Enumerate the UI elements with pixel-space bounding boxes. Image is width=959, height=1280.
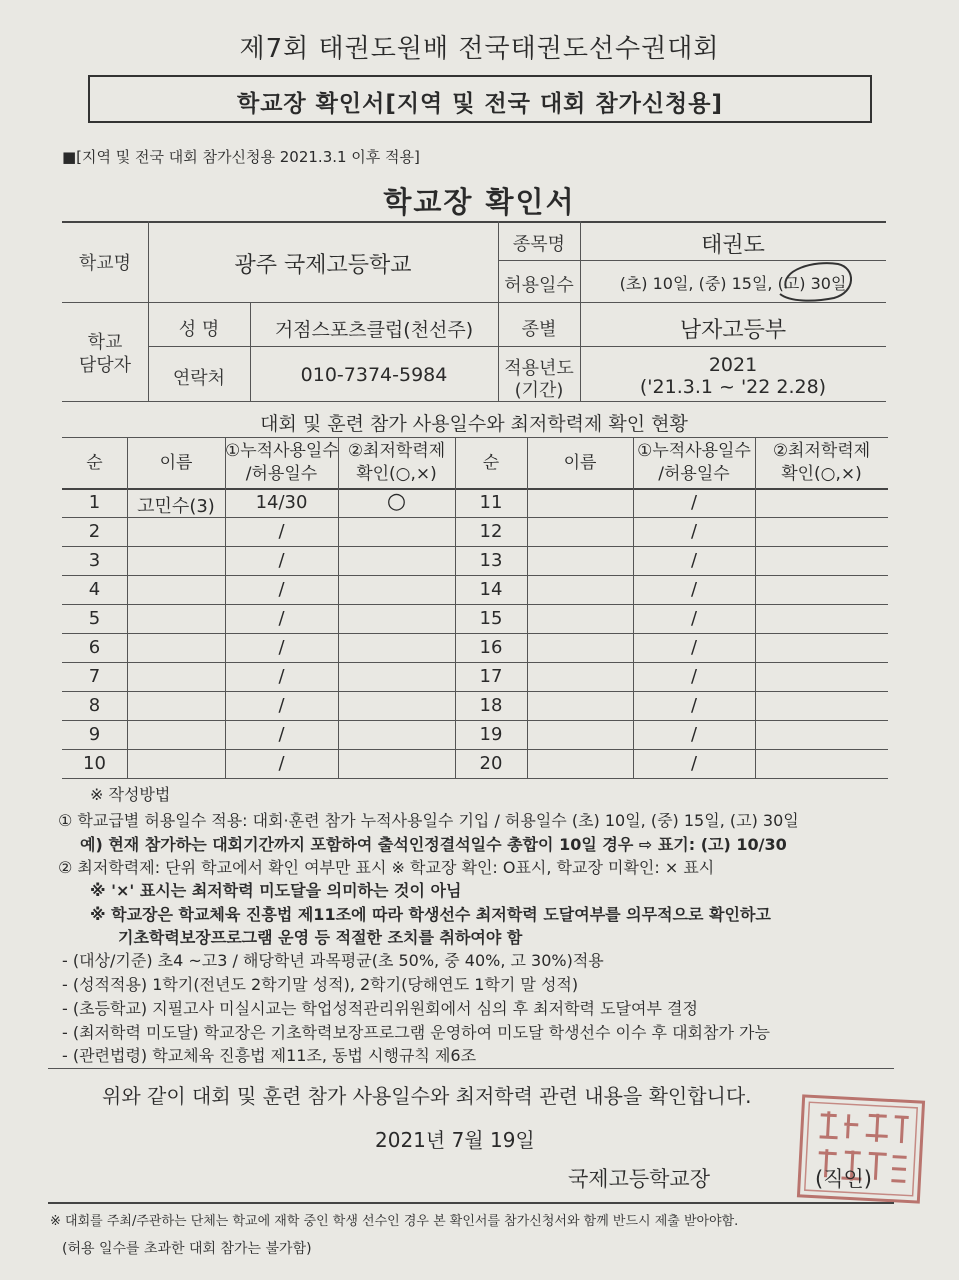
manager-label-2: 담당자	[78, 355, 132, 376]
row-no: 17	[479, 666, 503, 687]
row-no: 20	[479, 753, 503, 774]
note-item: - (대상/기준) 초4 ~고3 / 해당학년 과목평균(초 50%, 중 40%, 고 30%)적용	[62, 951, 604, 970]
note-item: ① 학교급별 허용일수 적용: 대회·훈련 참가 누적사용일수 기입 / 허용일수 (초) 10일, (중) 15일, (고) 30일	[58, 811, 799, 830]
row-days: /	[690, 579, 698, 600]
row-no: 10	[83, 753, 106, 774]
note-item: - (최저학력 미도달) 학교장은 기초학력보장프로그램 운영하여 미도달 학생선수 이수 후 대회참가 가능	[62, 1023, 770, 1042]
header-days-2-left: /허용일수	[245, 464, 318, 484]
row-days: /	[690, 521, 698, 542]
row-days: /	[690, 724, 698, 745]
contact-label: 연락처	[172, 368, 226, 389]
note-item: ② 최저학력제: 단위 학교에서 확인 여부만 표시 ※ 학교장 확인: O표시, 학교장 미확인: × 표시	[58, 858, 715, 877]
apply-year-label-1: 적용년도	[504, 358, 574, 379]
category-value: 남자고등부	[679, 318, 787, 343]
row-acad-circle: ○	[386, 489, 407, 514]
confirmation-statement: 위와 같이 대회 및 훈련 참가 사용일수와 최저학력 관련 내용을 확인합니다.	[102, 1084, 752, 1108]
school-name: 광주 국제고등학교	[234, 253, 412, 278]
event-title: 제7회 태권도원배 전국태권도선수권대회	[239, 34, 720, 64]
footer-divider	[48, 1202, 894, 1204]
apply-year-value: 2021	[708, 354, 758, 376]
seal-label: (직인)	[815, 1167, 872, 1191]
note-item: 예) 현재 참가하는 대회기간까지 포함하여 출석인정결석일수 총합이 10일 경우 ⇨ 표기: (고) 10/30	[80, 835, 787, 854]
row-days: /	[278, 521, 285, 542]
row-no: 15	[479, 608, 503, 629]
row-no: 11	[479, 492, 503, 513]
header-acad-2-left: 확인(○,×)	[356, 464, 437, 484]
apply-year-label-2: (기간)	[514, 380, 564, 401]
row-days: 14/30	[255, 492, 308, 513]
category-label: 종별	[521, 319, 557, 340]
note-item: ※ 학교장은 학교체육 진흥법 제11조에 따라 학생선수 최저학력 도달여부를 의무적으로 확인하고	[90, 905, 771, 924]
row-days: /	[278, 695, 285, 716]
document-title: 학교장 확인서	[383, 185, 576, 219]
row-days: /	[278, 579, 285, 600]
row-days: /	[690, 695, 698, 716]
row-days: /	[278, 724, 285, 745]
note-item: - (초등학교) 지필고사 미실시교는 학업성적관리위원회에서 심의 후 최저학력 도달여부 결정	[62, 999, 698, 1018]
row-no: 2	[88, 521, 101, 542]
allowed-days-label: 허용일수	[504, 275, 574, 296]
table-section-title: 대회 및 훈련 참가 사용일수와 최저학력제 확인 현황	[260, 413, 688, 435]
school-label: 학교명	[78, 253, 132, 274]
header-acad-2-right: 확인(○,×)	[781, 464, 862, 484]
row-days: /	[690, 637, 698, 658]
row-no: 8	[88, 695, 101, 716]
header-days-1-right: ①누적사용일수	[637, 441, 751, 461]
divider	[48, 1068, 894, 1069]
apply-period: ('21.3.1 ~ '22 2.28)	[639, 376, 827, 398]
row-no: 9	[88, 724, 101, 745]
event-label: 종목명	[512, 234, 566, 255]
row-days: /	[690, 492, 698, 513]
row-no: 3	[88, 550, 101, 571]
row-days: /	[278, 550, 285, 571]
header-acad-1-right: ②최저학력제	[772, 441, 871, 461]
footer-note-1: ※ 대회를 주최/주관하는 단체는 학교에 재학 중인 학생 선수인 경우 본 확인서를 참가신청서와 함께 반드시 제출 받아야함.	[50, 1214, 739, 1229]
contact-value: 010-7374-5984	[300, 364, 448, 386]
form-title-box	[88, 75, 872, 123]
row-no: 14	[479, 579, 503, 600]
note-item: - (관련법령) 학교체육 진흥법 제11조, 동법 시행규칙 제6조	[62, 1046, 477, 1065]
name-label: 성 명	[178, 319, 220, 340]
confirmation-date: 2021년 7월 19일	[375, 1128, 535, 1152]
row-no: 6	[88, 637, 101, 658]
row-days: /	[278, 753, 285, 774]
name-value: 거점스포츠클럽(천선주)	[274, 319, 474, 341]
row-days: /	[278, 637, 285, 658]
row-no: 13	[479, 550, 503, 571]
row-name: 고민수(3)	[137, 496, 215, 517]
row-days: /	[690, 550, 698, 571]
row-no: 12	[479, 521, 503, 542]
row-no: 7	[88, 666, 101, 687]
header-name-right: 이름	[563, 453, 597, 473]
allowed-days-value: (초) 10일, (중) 15일, (고) 30일	[619, 274, 847, 293]
row-no: 4	[88, 579, 101, 600]
notes-heading: ※ 작성방법	[90, 785, 171, 804]
note-item: 기초학력보장프로그램 운영 등 적절한 조치를 취하여야 함	[118, 928, 523, 947]
note-item: - (성적적용) 1학기(전년도 2학기말 성적), 2학기(당해연도 1학기 말 성적)	[62, 975, 579, 994]
header-no-left: 순	[86, 453, 103, 473]
header-no-right: 순	[482, 453, 500, 473]
signer: 국제고등학교장	[568, 1167, 711, 1191]
row-days: /	[690, 753, 698, 774]
handwritten-circle-mark	[774, 258, 858, 306]
row-no: 19	[479, 724, 503, 745]
note-item: ※ '×' 표시는 최저학력 미도달을 의미하는 것이 아님	[90, 881, 462, 900]
footer-note-2: (허용 일수를 초과한 대회 참가는 불가함)	[62, 1241, 312, 1257]
row-no: 1	[88, 492, 101, 513]
row-days: /	[690, 608, 698, 629]
apply-note: ■[지역 및 전국 대회 참가신청용 2021.3.1 이후 적용]	[62, 148, 420, 166]
row-days: /	[278, 666, 285, 687]
header-days-2-right: /허용일수	[658, 464, 730, 484]
row-no: 18	[479, 695, 503, 716]
row-days: /	[278, 608, 285, 629]
header-acad-1-left: ②최저학력제	[347, 441, 446, 461]
row-no: 5	[88, 608, 101, 629]
event-value: 태권도	[701, 233, 765, 258]
row-days: /	[690, 666, 698, 687]
form-title: 학교장 확인서[지역 및 전국 대회 참가신청용]	[237, 91, 723, 117]
row-no: 16	[479, 637, 503, 658]
header-days-1-left: ①누적사용일수	[225, 441, 339, 461]
manager-label-1: 학교	[87, 332, 123, 353]
header-name-left: 이름	[159, 453, 193, 473]
